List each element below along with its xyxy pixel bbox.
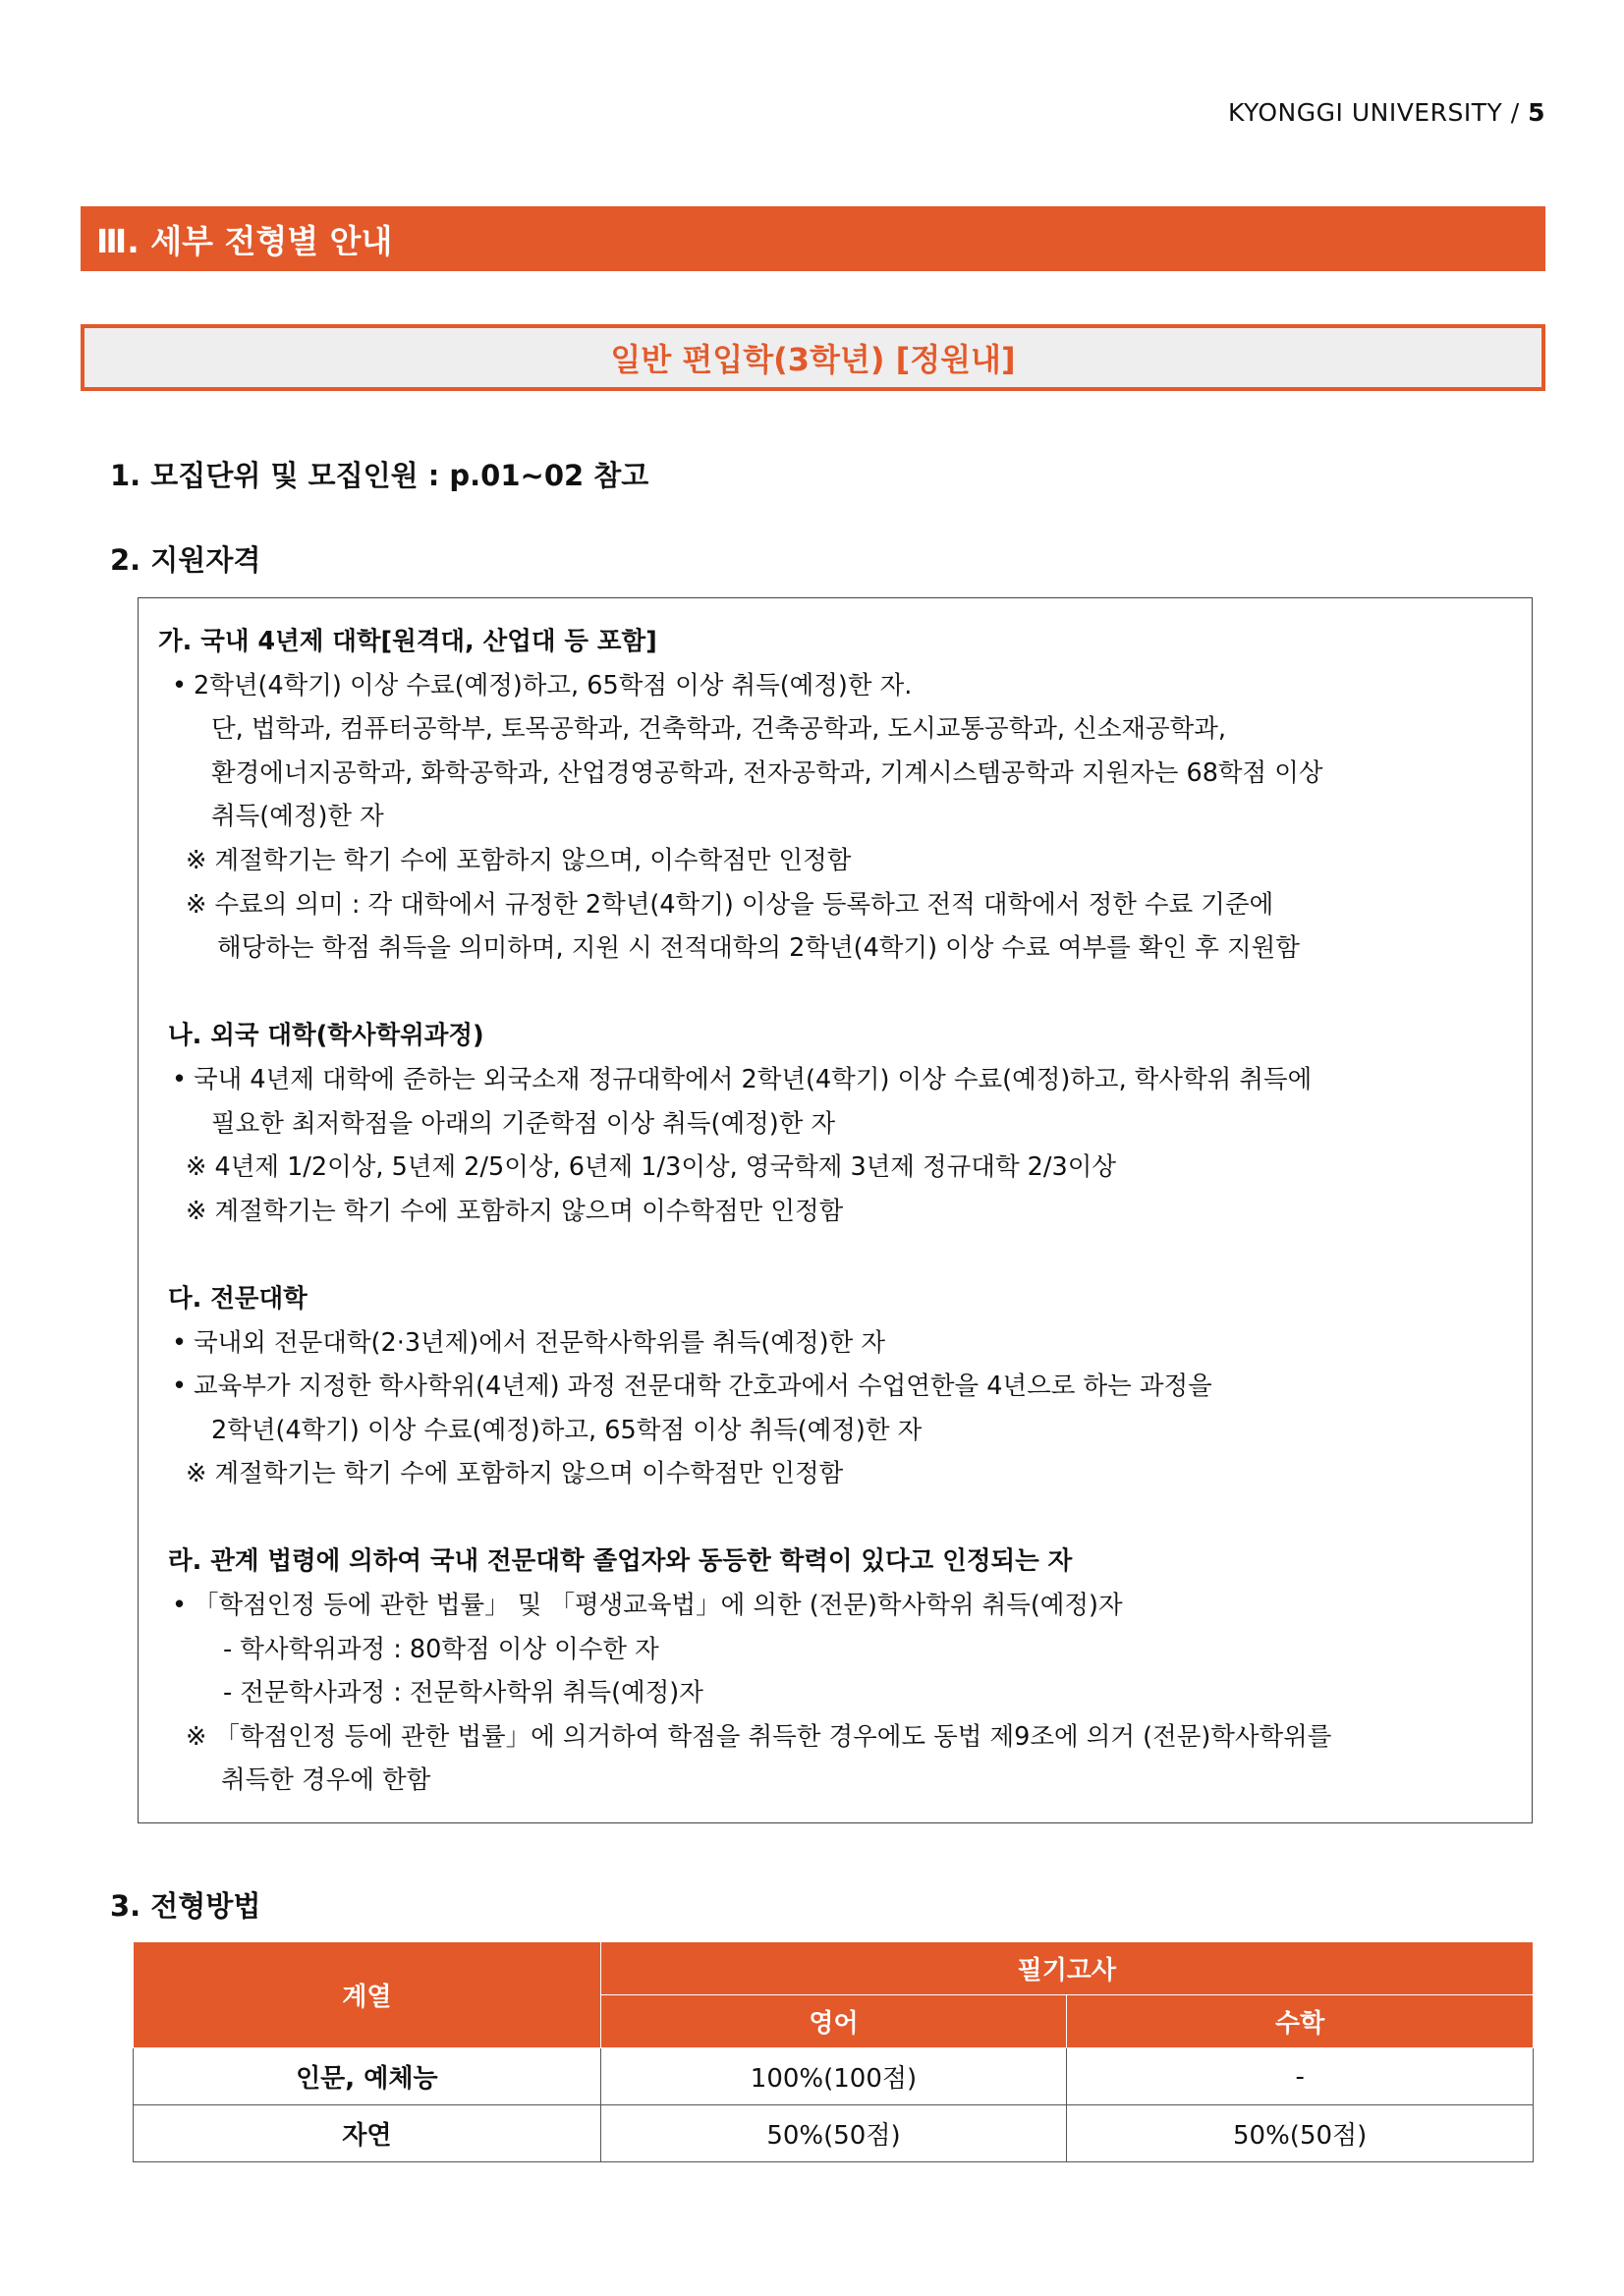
header-english: 영어 xyxy=(600,1995,1067,2048)
note-continuation: 해당하는 학점 취득을 의미하며, 지원 시 전적대학의 2학년(4학기) 이상 수료 여부를 확인 후 지원함 xyxy=(217,933,1300,964)
table-cell-math: 50%(50점) xyxy=(1067,2105,1534,2162)
table-cell-english: 50%(50점) xyxy=(600,2105,1067,2162)
bullet-icon: • xyxy=(172,1372,188,1402)
list-item-text: 국내 4년제 대학에 준하는 외국소재 정규대학에서 2학년(4학기) 이상 수료(예정)하고, 학사학위 취득에 xyxy=(194,1064,1313,1094)
list-item-text: 국내외 전문대학(2·3년제)에서 전문학사학위를 취득(예정)한 자 xyxy=(194,1327,885,1358)
list-item xyxy=(158,664,1516,708)
note-continuation: 취득한 경우에 한함 xyxy=(221,1765,431,1796)
header-category: 계열 xyxy=(134,1942,601,2048)
list-item-continuation: 필요한 최저학점을 아래의 기준학점 이상 취득(예정)한 자 xyxy=(211,1108,836,1139)
subtitle-box xyxy=(81,324,1545,391)
bullet-icon: • xyxy=(172,1591,188,1621)
sub-item: - 학사학위과정 : 80학점 이상 이수한 자 xyxy=(223,1634,659,1664)
bullet-icon: • xyxy=(172,1064,188,1094)
section-title-bar xyxy=(81,206,1545,271)
group-title-na: 나. 외국 대학(학사학위과정) xyxy=(168,1021,484,1051)
list-item-text: 2학년(4학기) 이상 수료(예정)하고, 65학점 이상 취득(예정)한 자. xyxy=(194,670,913,700)
group-title-ga: 가. 국내 4년제 대학[원격대, 산업대 등 포함] xyxy=(158,627,657,656)
subtitle: 일반 편입학(3학년) [정원내] xyxy=(610,341,1016,378)
bullet-icon: • xyxy=(172,1327,188,1358)
heading-qualifications: 2. 지원자격 xyxy=(110,543,261,577)
header-written-exam: 필기고사 xyxy=(600,1942,1533,1995)
note: ※ 「학점인정 등에 관한 법률」에 의거하여 학점을 취득한 경우에도 동법 제9조에 의거 (전문)학사학위를 xyxy=(186,1721,1332,1752)
selection-method-table xyxy=(133,1941,1534,2162)
note: ※ 수료의 의미 : 각 대학에서 규정한 2학년(4학기) 이상을 등록하고 전적 대학에서 정한 수료 기준에 xyxy=(186,889,1274,920)
sub-item: - 전문학사과정 : 전문학사학위 취득(예정)자 xyxy=(223,1678,703,1708)
heading-recruitment: 1. 모집단위 및 모집인원 : p.01~02 참고 xyxy=(110,459,649,492)
group-title-da: 다. 전문대학 xyxy=(168,1283,308,1314)
bullet-icon: • xyxy=(172,670,188,700)
section-title: Ⅲ. 세부 전형별 안내 xyxy=(96,221,393,260)
table-cell-category: 인문, 예체능 xyxy=(134,2048,601,2105)
list-item xyxy=(158,1058,1516,1102)
note: ※ 계절학기는 학기 수에 포함하지 않으며 이수학점만 인정함 xyxy=(186,1459,844,1489)
university-name: KYONGGI UNIVERSITY xyxy=(1227,98,1503,127)
group-title-ra: 라. 관계 법령에 의하여 국내 전문대학 졸업자와 동등한 학력이 있다고 인정되는 자 xyxy=(168,1546,1073,1577)
table-cell-category: 자연 xyxy=(134,2105,601,2162)
qualifications-box xyxy=(138,597,1533,1823)
list-item-text: 교육부가 지정한 학사학위(4년제) 과정 전문대학 간호과에서 수업연한을 4년으로 하는 과정을 xyxy=(194,1372,1212,1402)
list-item xyxy=(158,1365,1516,1409)
list-item xyxy=(158,1321,1516,1366)
list-item-continuation: 2학년(4학기) 이상 수료(예정)하고, 65학점 이상 취득(예정)한 자 xyxy=(211,1415,923,1445)
table-cell-english: 100%(100점) xyxy=(600,2048,1067,2105)
page-header xyxy=(1228,98,1545,127)
note: ※ 계절학기는 학기 수에 포함하지 않으며 이수학점만 인정함 xyxy=(186,1196,844,1226)
note: ※ 계절학기는 학기 수에 포함하지 않으며, 이수학점만 인정함 xyxy=(186,845,852,875)
table-row xyxy=(134,2048,1534,2105)
list-item-continuation: 단, 법학과, 컴퓨터공학부, 토목공학과, 건축학과, 건축공학과, 도시교통공학과, 신소재공학과, xyxy=(211,714,1227,745)
heading-method: 3. 전형방법 xyxy=(110,1889,261,1923)
list-item-text: 「학점인정 등에 관한 법률」 및 「평생교육법」에 의한 (전문)학사학위 취득(예정)자 xyxy=(194,1591,1123,1621)
note: ※ 4년제 1/2이상, 5년제 2/5이상, 6년제 1/3이상, 영국학제 3년제 정규대학 2/3이상 xyxy=(186,1152,1116,1183)
list-item-continuation: 취득(예정)한 자 xyxy=(211,802,384,832)
page-number: 5 xyxy=(1528,98,1545,127)
header-separator: / xyxy=(1510,98,1520,127)
list-item-continuation: 환경에너지공학과, 화학공학과, 산업경영공학과, 전자공학과, 기계시스템공학과 지원자는 68학점 이상 xyxy=(211,757,1323,788)
list-item xyxy=(158,1584,1516,1628)
header-math: 수학 xyxy=(1067,1995,1534,2048)
table-row xyxy=(134,2105,1534,2162)
table-cell-math: - xyxy=(1067,2048,1534,2105)
